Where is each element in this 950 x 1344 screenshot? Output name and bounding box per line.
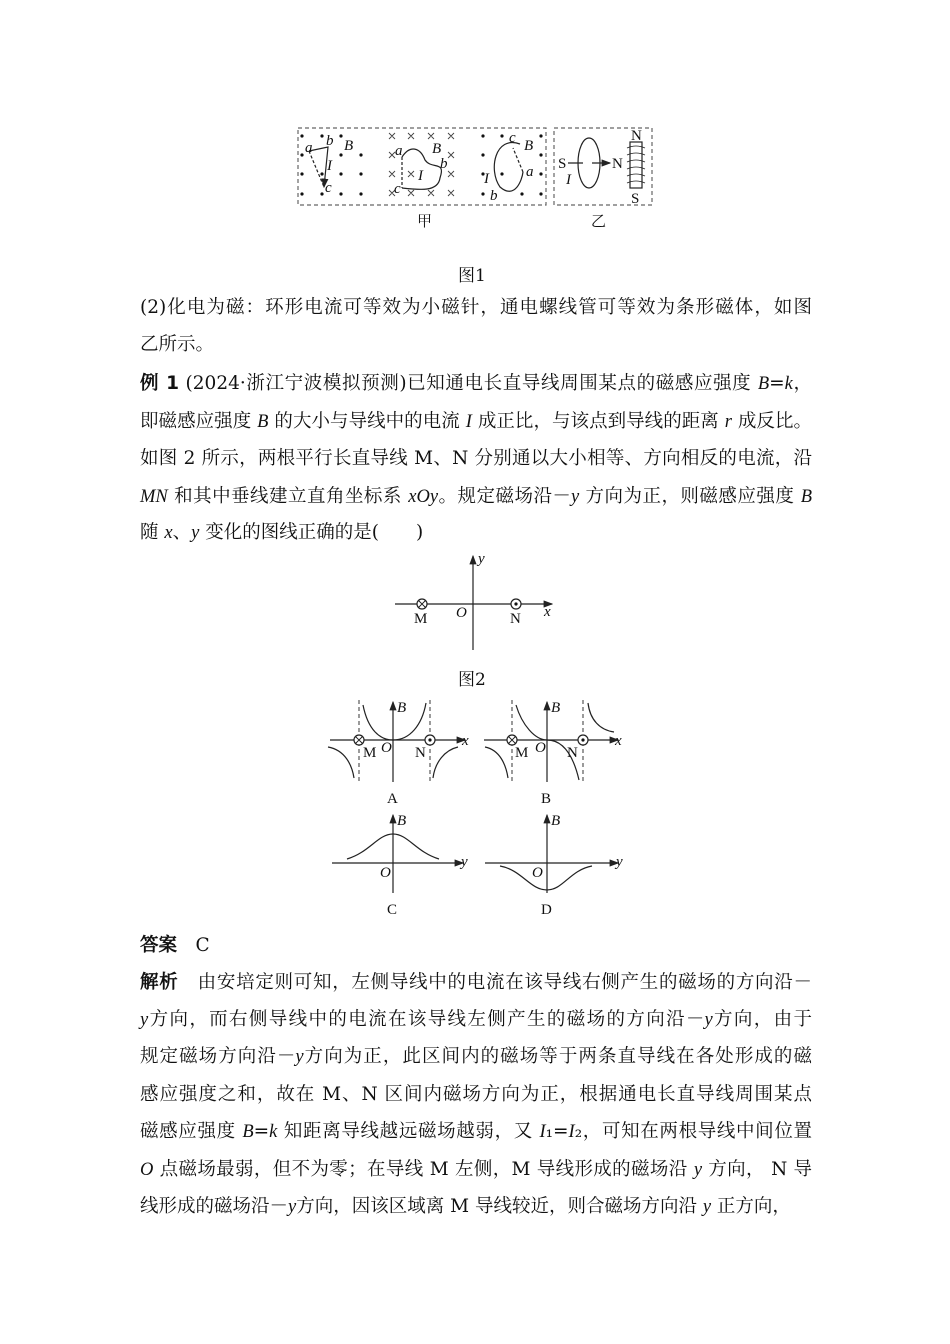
text-segment: xOy xyxy=(408,487,439,507)
text-segment: B xyxy=(800,487,812,507)
label-S: S xyxy=(631,191,640,207)
wire-M-label: M xyxy=(363,745,377,761)
text-segment: = xyxy=(769,373,785,394)
origin-label: O xyxy=(535,740,546,756)
text-segment: I xyxy=(539,1122,546,1142)
answer-line xyxy=(140,934,812,958)
text-segment: 方向， N 导 xyxy=(702,1159,812,1180)
b-axis-label: B xyxy=(397,700,407,716)
text-line xyxy=(140,333,812,357)
option-C-graph xyxy=(332,813,468,918)
label-B: B xyxy=(344,138,354,154)
label-b: b xyxy=(490,188,498,204)
text-segment: B xyxy=(257,412,269,432)
wire-N-label: N xyxy=(567,745,578,761)
text-segment: 正方向， xyxy=(711,1196,791,1217)
wire-M-label: M xyxy=(515,745,529,761)
text-segment: y xyxy=(288,1197,297,1217)
x-axis-label: x xyxy=(615,733,622,749)
text-segment: y xyxy=(140,1010,149,1030)
text-segment: = xyxy=(553,1121,569,1142)
text-line xyxy=(140,1120,812,1144)
text-segment: 即磁感应强度 xyxy=(140,411,258,432)
text-line xyxy=(140,1008,812,1032)
panel-yi-caption: 乙 xyxy=(591,212,607,230)
text-segment: 随 xyxy=(140,522,165,543)
b-axis-label: B xyxy=(551,700,561,716)
text-segment: 和其中垂线建立直角坐标系 xyxy=(167,486,409,507)
option-D-label: D xyxy=(541,902,552,918)
text-segment: 线形成的磁场沿－ xyxy=(140,1196,289,1217)
text-segment: 成正比，与该点到导线的距离 xyxy=(471,411,725,432)
answer-value: C xyxy=(195,935,210,956)
text-line xyxy=(140,447,812,471)
text-segment: 解析 xyxy=(140,972,179,993)
text-line xyxy=(140,410,812,434)
text-segment: 感应强度之和，故在 M、N 区间内磁场方向为正，根据通电长直导线周围某点 xyxy=(140,1084,812,1105)
text-segment: 方向为正，此区间内的磁场等于两条直导线在各处形成的磁 xyxy=(303,1046,812,1067)
label-c: c xyxy=(325,180,332,196)
option-C-label: C xyxy=(387,902,398,918)
figure-1-caption: 图1 xyxy=(458,266,486,286)
text-line xyxy=(140,971,812,995)
wire-N-label: N xyxy=(510,611,521,627)
text-segment: 点磁场最弱，但不为零；在导线 M 左侧，M 导线形成的磁场沿 xyxy=(153,1159,694,1180)
option-A-label: A xyxy=(387,791,398,807)
figure-2 xyxy=(395,551,552,650)
text-segment: 、 xyxy=(172,522,192,543)
text-segment: B xyxy=(757,374,770,394)
text-line xyxy=(140,1195,812,1219)
text-segment: O xyxy=(140,1160,154,1180)
text-line xyxy=(140,1158,812,1182)
text-segment: y xyxy=(704,1010,713,1030)
origin-label: O xyxy=(380,865,391,881)
x-axis-label: x xyxy=(544,604,551,620)
label-B: B xyxy=(432,141,442,157)
figure-1 xyxy=(298,128,652,207)
label-b: b xyxy=(326,133,334,149)
text-segment: 如图 2 所示，两根平行长直导线 M、N 分别通以大小相等、方向相反的电流，沿 xyxy=(140,448,812,469)
text-line xyxy=(140,1083,812,1107)
option-A-graph xyxy=(328,700,469,807)
text-segment: 变化的图线正确的是( ) xyxy=(199,522,424,543)
text-segment: y xyxy=(693,1160,703,1180)
text-line xyxy=(140,485,812,509)
option-B-label: B xyxy=(541,791,552,807)
label-a: a xyxy=(395,143,403,159)
text-segment: 乙所示。 xyxy=(140,334,215,355)
label-c: c xyxy=(394,181,401,197)
answer-label: 答案 xyxy=(140,935,178,956)
text-segment: y xyxy=(295,1047,304,1067)
label-I: I xyxy=(484,171,489,187)
y-axis-label: y xyxy=(616,854,623,870)
figure-2-caption: 图2 xyxy=(458,670,486,690)
text-segment: 成反比。 xyxy=(731,411,813,432)
option-B-graph xyxy=(484,700,622,807)
label-a: a xyxy=(305,140,313,156)
text-segment: 方向，由于 xyxy=(712,1009,812,1030)
text-segment: k xyxy=(269,1122,278,1142)
text-segment: 磁感应强度 xyxy=(140,1121,243,1142)
text-segment: (2024·浙江宁波模拟预测)已知通电长直导线周围某点的磁感应强度 xyxy=(179,373,758,394)
text-segment: ， xyxy=(792,373,812,394)
label-b: b xyxy=(440,156,448,172)
text-segment: y xyxy=(702,1197,712,1217)
text-segment: r xyxy=(724,412,732,432)
b-axis-label: B xyxy=(551,813,561,829)
text-segment: 方向，因该区域离 M 导线较近，则合磁场方向沿 xyxy=(296,1196,703,1217)
text-segment: ₁ xyxy=(545,1121,554,1142)
y-axis-label: y xyxy=(461,854,468,870)
option-D-graph xyxy=(485,813,623,918)
label-c: c xyxy=(509,130,516,146)
origin-label: O xyxy=(456,605,467,621)
text-segment: 方向为正，则磁感应强度 xyxy=(579,486,801,507)
origin-label: O xyxy=(532,865,543,881)
x-axis-label: x xyxy=(462,733,469,749)
wire-M-label: M xyxy=(414,611,428,627)
text-segment: I xyxy=(568,1122,575,1142)
text-line xyxy=(140,296,812,320)
text-segment: 知距离导线越远磁场越弱，又 xyxy=(277,1121,540,1142)
label-I: I xyxy=(566,172,571,188)
label-B: B xyxy=(524,138,534,154)
label-I: I xyxy=(418,168,423,184)
text-segment: B xyxy=(242,1122,254,1142)
text-segment: 规定磁场方向沿－ xyxy=(140,1046,296,1067)
label-N: N xyxy=(612,156,623,172)
text-line xyxy=(140,521,812,545)
origin-label: O xyxy=(381,740,392,756)
label-S: S xyxy=(558,156,567,172)
text-segment: 。规定磁场沿－ xyxy=(438,486,571,507)
text-line xyxy=(140,372,812,396)
text-segment: (2)化电为磁：环形电流可等效为小磁针，通电螺线管可等效为条形磁体，如图 xyxy=(140,297,812,318)
text-segment: MN xyxy=(140,487,168,507)
text-segment: x xyxy=(164,523,173,543)
text-segment: y xyxy=(191,523,200,543)
label-N: N xyxy=(631,128,642,144)
text-segment: 例 1 xyxy=(140,373,180,394)
text-segment: = xyxy=(253,1121,270,1142)
text-segment: k xyxy=(784,374,793,394)
label-a: a xyxy=(526,164,534,180)
label-I: I xyxy=(327,158,332,174)
text-segment: ₂ xyxy=(574,1121,583,1142)
text-segment: 由安培定则可知，左侧导线中的电流在该导线右侧产生的磁场的方向沿－ xyxy=(178,972,812,993)
text-line xyxy=(140,1045,812,1069)
text-segment: 方向，而右侧导线中的电流在该导线左侧产生的磁场的方向沿－ xyxy=(148,1009,705,1030)
text-segment: ，可知在两根导线中间位置 xyxy=(582,1121,812,1142)
figure-1-labels xyxy=(305,128,642,207)
text-segment: y xyxy=(570,487,580,507)
text-segment: I xyxy=(465,412,472,432)
wire-N-label: N xyxy=(415,745,426,761)
panel-jia-caption: 甲 xyxy=(417,212,433,230)
y-axis-label: y xyxy=(478,551,485,567)
b-axis-label: B xyxy=(397,813,407,829)
text-segment: 的大小与导线中的电流 xyxy=(268,411,466,432)
